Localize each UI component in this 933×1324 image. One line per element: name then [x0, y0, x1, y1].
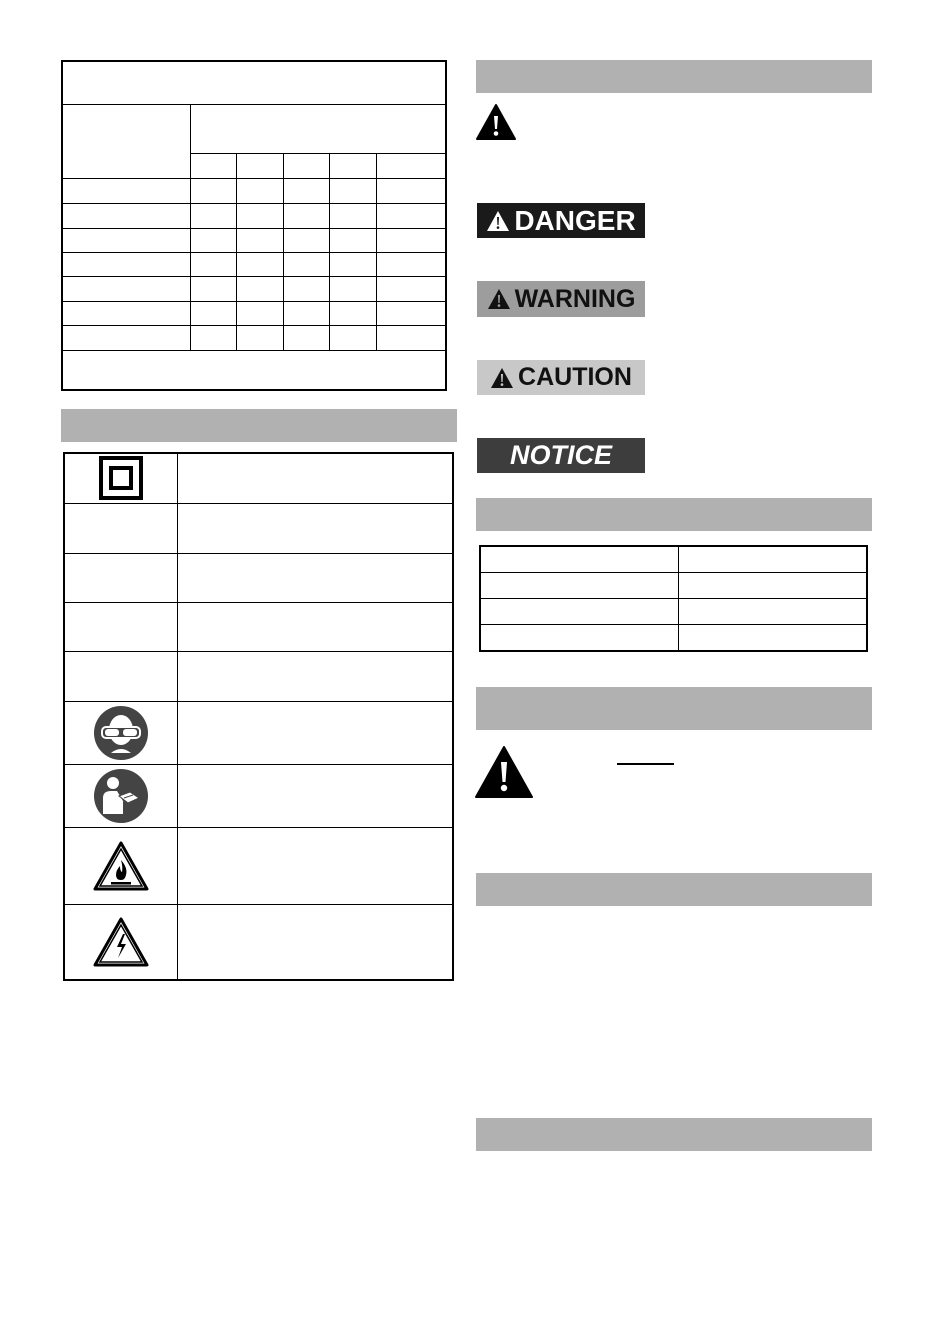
table-row: [480, 625, 867, 652]
symbol-description: [178, 764, 454, 827]
underline-mark: [617, 763, 674, 765]
symbol-description: [178, 701, 454, 764]
symbol-description: [178, 503, 454, 553]
cord-table-header-cell: [62, 104, 191, 178]
table-row: [62, 276, 446, 301]
warning-triangle-icon: [486, 210, 510, 232]
specifications-table: [479, 545, 868, 652]
table-row: [64, 701, 453, 764]
caution-text: CAUTION: [518, 363, 632, 391]
cord-table-footer-row: [62, 350, 446, 390]
section-bar-bottom: [476, 1118, 872, 1151]
table-row: [64, 503, 453, 553]
table-row: [62, 228, 446, 252]
section-bar-intended-use: [476, 873, 872, 906]
table-row: [480, 599, 867, 625]
danger-label: [477, 203, 645, 238]
extension-cord-table: [61, 60, 447, 391]
section-bar-symbols: [61, 409, 457, 442]
read-manual-icon: [93, 768, 149, 824]
danger-text: DANGER: [514, 204, 636, 236]
table-row: [64, 651, 453, 701]
table-row: [480, 546, 867, 573]
symbol-description: [178, 453, 454, 503]
symbol-table: [63, 452, 454, 981]
table-row: [64, 553, 453, 602]
table-row: [64, 453, 453, 503]
symbol-description: [178, 602, 454, 651]
symbol-description: [178, 904, 454, 980]
table-row: [480, 573, 867, 599]
section-bar-safety-alert: [476, 60, 872, 93]
section-bar-specifications: [476, 498, 872, 531]
cord-table-subheader-cell: [237, 153, 283, 178]
cord-table-subheader-cell: [376, 153, 446, 178]
caution-label: [477, 360, 645, 395]
double-square-icon: [99, 456, 143, 500]
table-row: [62, 301, 446, 325]
warning-text: WARNING: [514, 284, 636, 313]
table-row: [62, 203, 446, 228]
table-row: [62, 252, 446, 276]
warning-triangle-icon: [487, 288, 511, 310]
table-row: [64, 764, 453, 827]
symbol-description: [178, 553, 454, 602]
notice-label: [477, 438, 645, 473]
symbol-description: [178, 827, 454, 904]
table-row: [64, 904, 453, 980]
cord-table-subheader-cell: [283, 153, 329, 178]
symbol-description: [178, 651, 454, 701]
cord-table-subheader-cell: [191, 153, 237, 178]
table-row: [62, 325, 446, 350]
flame-triangle-icon: [92, 840, 150, 892]
table-row: [62, 178, 446, 203]
notice-text: NOTICE: [509, 440, 612, 470]
table-row: [64, 602, 453, 651]
safety-goggles-icon: [93, 705, 149, 761]
cord-table-header-cell: [191, 104, 447, 153]
lightning-triangle-icon: [92, 916, 150, 968]
warning-triangle-icon: [474, 745, 534, 799]
warning-triangle-icon: [490, 367, 514, 389]
cord-table-subheader-cell: [330, 153, 376, 178]
section-bar-warning: [476, 687, 872, 730]
cord-table-title-cell: [62, 61, 446, 104]
table-row: [64, 827, 453, 904]
warning-label: [477, 281, 645, 317]
warning-triangle-icon: [475, 103, 517, 141]
